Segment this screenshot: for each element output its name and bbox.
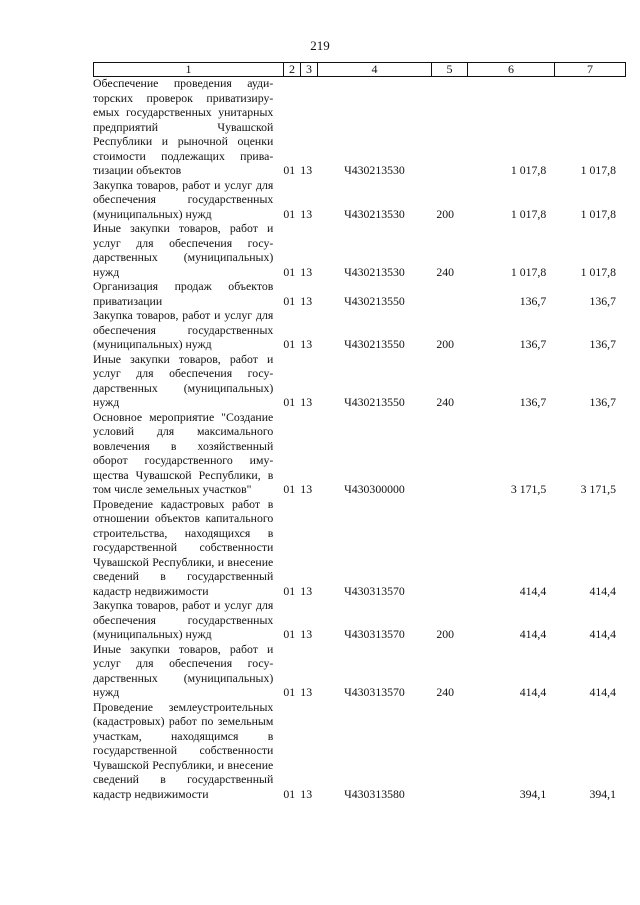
header-col-6: 6	[468, 63, 555, 77]
row-amount-6: 136,7	[519, 395, 547, 409]
row-code: Ч430213550	[344, 395, 405, 409]
table-row	[93, 76, 618, 178]
row-amount-7: 136,7	[589, 395, 616, 409]
header-col-2: 2	[284, 63, 301, 77]
row-col-2: 01	[283, 395, 296, 409]
row-amount-6: 136,7	[519, 293, 547, 308]
row-code: Ч430213550	[344, 337, 405, 351]
row-code: Ч430213550	[344, 293, 405, 308]
table-row	[93, 352, 618, 410]
row-amount-7: 414,4	[589, 627, 616, 641]
row-description: Организация продаж объектов приватизации	[93, 279, 274, 308]
row-description: Закупка товаров, работ и услуг для обеспечения государственных (муниципальных) нужд	[93, 598, 274, 641]
table-header	[93, 62, 626, 77]
table-row	[93, 308, 618, 352]
row-col-2: 01	[283, 264, 296, 279]
row-amount-6: 1 017,8	[510, 206, 547, 221]
row-amount-6: 414,4	[519, 685, 547, 699]
table-body	[93, 76, 618, 801]
row-description: Иные закупки товаров, работ и услуг для обеспечения государственных (муниципальных) нужд	[93, 351, 274, 409]
row-description: Закупка товаров, работ и услуг для обеспечения государственных (муниципальных) нужд	[93, 177, 274, 221]
row-description: Проведение кадастровых работ в отношении объектов капитального строительства, находящихся в государственной собственности Чувашской Республики, и внесение сведений в государственный кадастр недвижимости	[93, 496, 274, 598]
row-description: Обеспечение проведения аудиторских проверок приватизируемых государственных унитарных предприятий Чувашской Республики и рыночной оценки стоимости подлежащих приватизации объектов	[93, 76, 274, 177]
row-amount-6: 1 017,8	[510, 264, 547, 279]
row-amount-7: 136,7	[589, 337, 616, 351]
row-col-5: 240	[436, 685, 455, 699]
row-col-3: 13	[300, 583, 313, 598]
row-amount-7: 1 017,8	[580, 163, 616, 177]
row-amount-7: 1 017,8	[580, 206, 616, 221]
row-col-3: 13	[300, 337, 313, 351]
header-col-7: 7	[555, 63, 626, 77]
row-description: Проведение землеустроительных (кадастровых) работ по земельным участкам, находящимся в государственной собственности Чувашской Республики, и внесение сведений в государственный кадастр недвижимости	[93, 699, 274, 801]
row-amount-6: 1 017,8	[510, 163, 547, 177]
row-amount-6: 136,7	[519, 337, 547, 351]
row-col-2: 01	[283, 482, 296, 496]
row-col-5: 200	[436, 627, 455, 641]
row-description: Иные закупки товаров, работ и услуг для обеспечения государственных (муниципальных) нужд	[93, 221, 274, 279]
row-code: Ч430213530	[344, 163, 405, 177]
row-col-5: 200	[436, 337, 455, 351]
table-row	[93, 410, 618, 497]
row-col-3: 13	[300, 293, 313, 308]
row-code: Ч430313570	[344, 627, 405, 641]
row-col-3: 13	[300, 685, 313, 699]
row-code: Ч430300000	[344, 482, 405, 496]
row-description: Иные закупки товаров, работ и услуг для обеспечения государственных (муниципальных) нужд	[93, 641, 274, 699]
row-amount-6: 394,1	[519, 786, 547, 801]
row-col-2: 01	[283, 163, 296, 177]
header-col-5: 5	[432, 63, 468, 77]
row-amount-6: 414,4	[519, 583, 547, 598]
row-col-2: 01	[283, 786, 296, 801]
table-row	[93, 178, 618, 222]
header-col-4: 4	[318, 63, 432, 77]
row-col-3: 13	[300, 206, 313, 221]
row-code: Ч430213530	[344, 206, 405, 221]
row-col-2: 01	[283, 685, 296, 699]
row-code: Ч430313570	[344, 685, 405, 699]
table-row	[93, 642, 618, 700]
row-col-3: 13	[300, 482, 313, 496]
row-amount-7: 394,1	[589, 786, 616, 801]
table-row	[93, 700, 618, 802]
row-description: Основное мероприятие "Создание условий для максимального вовлечения в хозяйственный оборот государственного имущества Чувашской Республики, в том числе земельных участков"	[93, 409, 274, 496]
header-col-1: 1	[94, 63, 284, 77]
row-col-2: 01	[283, 583, 296, 598]
row-amount-7: 136,7	[589, 293, 616, 308]
row-col-3: 13	[300, 264, 313, 279]
row-col-5: 240	[436, 264, 455, 279]
row-amount-7: 414,4	[589, 583, 616, 598]
table-row	[93, 598, 618, 642]
row-description: Закупка товаров, работ и услуг для обеспечения государственных (муниципальных) нужд	[93, 308, 274, 351]
row-code: Ч430313580	[344, 786, 405, 801]
row-col-2: 01	[283, 627, 296, 641]
row-col-3: 13	[300, 627, 313, 641]
page-number: 219	[310, 38, 330, 53]
header-col-3: 3	[301, 63, 318, 77]
row-amount-7: 414,4	[589, 685, 616, 699]
row-amount-6: 3 171,5	[510, 482, 547, 496]
row-col-5: 200	[436, 206, 455, 221]
table-row	[93, 221, 618, 279]
row-col-3: 13	[300, 163, 313, 177]
row-col-2: 01	[283, 206, 296, 221]
table-row	[93, 279, 618, 308]
row-col-3: 13	[300, 786, 313, 801]
row-amount-7: 1 017,8	[580, 264, 616, 279]
row-code: Ч430213530	[344, 264, 405, 279]
row-amount-7: 3 171,5	[580, 482, 616, 496]
table-row	[93, 497, 618, 599]
row-code: Ч430313570	[344, 583, 405, 598]
row-col-3: 13	[300, 395, 313, 409]
row-amount-6: 414,4	[519, 627, 547, 641]
row-col-2: 01	[283, 293, 296, 308]
row-col-2: 01	[283, 337, 296, 351]
row-col-5: 240	[436, 395, 455, 409]
